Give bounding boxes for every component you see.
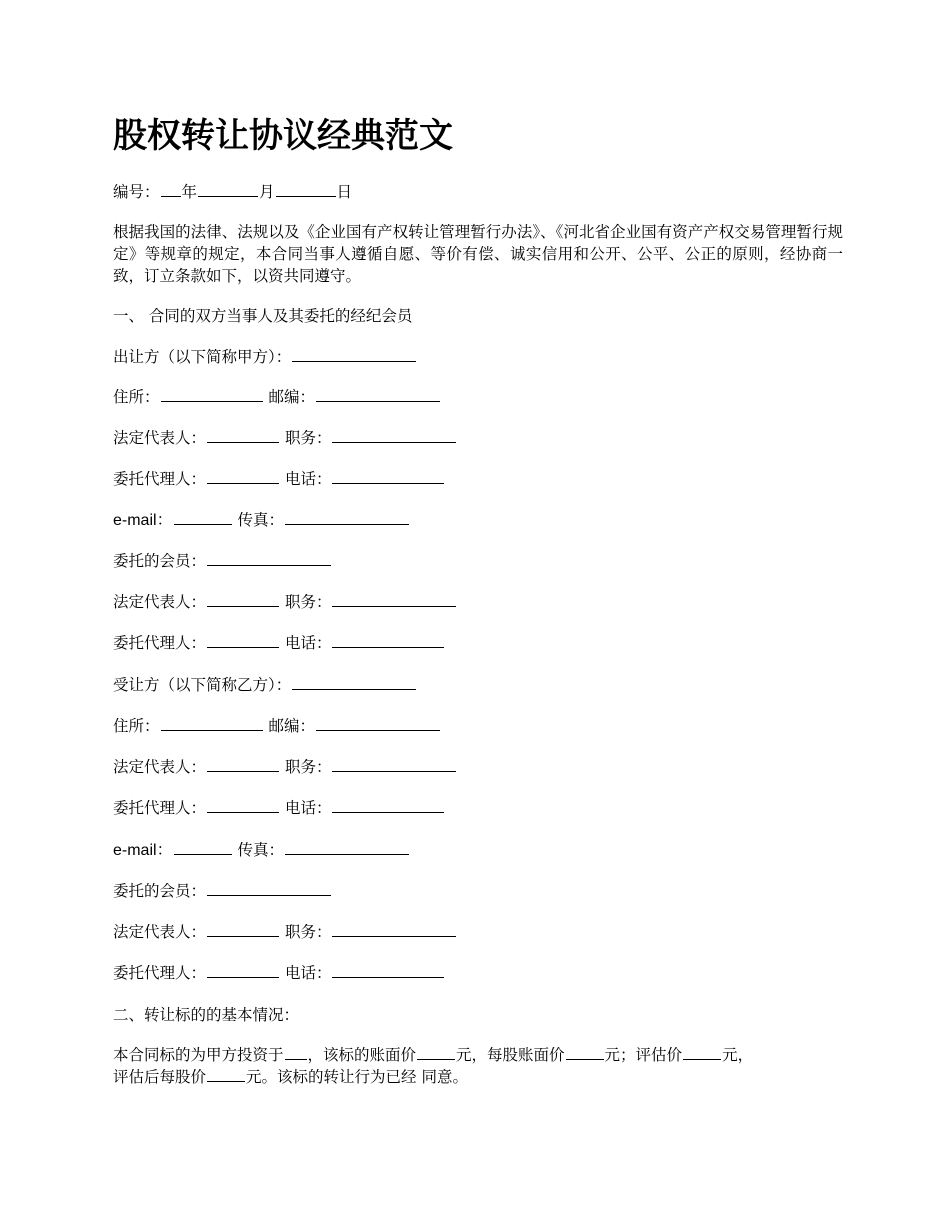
position-blank — [332, 756, 456, 772]
fax-blank — [285, 839, 409, 855]
section2-text: 元。该标的转让行为已经 同意。 — [246, 1068, 468, 1086]
email-blank — [174, 839, 232, 855]
phone-blank — [332, 468, 444, 484]
agent-line-3 — [113, 797, 445, 819]
number-line — [113, 181, 352, 203]
section2-heading: 二、转让标的的基本情况： — [113, 1006, 300, 1024]
transferee-line — [113, 674, 417, 696]
position-label: 职务： — [284, 758, 332, 776]
share-appraisal-blank — [207, 1066, 245, 1082]
email-label: e-mail： — [113, 842, 173, 859]
section1-heading: 一、 合同的双方当事人及其委托的经纪会员 — [113, 307, 413, 325]
section2-text: ，该标的账面价 — [307, 1046, 417, 1064]
postcode-label: 邮编： — [268, 717, 315, 735]
appraisal-blank — [683, 1044, 721, 1060]
postcode-blank — [316, 386, 440, 402]
member-blank — [207, 550, 331, 566]
address-blank — [161, 715, 263, 731]
agent-blank — [207, 632, 279, 648]
position-label: 职务： — [284, 923, 332, 941]
phone-blank — [332, 797, 444, 813]
phone-label: 电话： — [284, 799, 332, 817]
section2-text: 评估后每股价 — [113, 1068, 207, 1086]
legal-rep-blank — [207, 921, 279, 937]
transferor-label: 出让方（以下简称甲方）： — [113, 348, 292, 366]
agent-blank — [207, 962, 279, 978]
position-blank — [332, 921, 456, 937]
agent-label: 委托代理人： — [113, 634, 207, 652]
postcode-blank — [316, 715, 440, 731]
email-line-2 — [113, 839, 410, 862]
legal-rep-blank — [207, 756, 279, 772]
legal-rep-line-1 — [113, 427, 457, 449]
address-label: 住所： — [113, 717, 160, 735]
postcode-label: 邮编： — [268, 388, 315, 406]
email-line-1 — [113, 509, 410, 532]
year-label: 年 — [181, 183, 198, 201]
day-label: 日 — [336, 183, 353, 201]
legal-rep-label: 法定代表人： — [113, 758, 207, 776]
fax-label: 传真： — [237, 841, 285, 859]
agent-line-4 — [113, 962, 445, 984]
agent-label: 委托代理人： — [113, 470, 207, 488]
member-label: 委托的会员： — [113, 882, 207, 900]
legal-rep-label: 法定代表人： — [113, 923, 207, 941]
month-blank — [198, 181, 258, 197]
number-blank — [161, 181, 181, 197]
legal-rep-label: 法定代表人： — [113, 593, 207, 611]
member-line-1 — [113, 550, 332, 572]
transferee-label: 受让方（以下简称乙方）： — [113, 676, 292, 694]
address-blank — [161, 386, 263, 402]
fax-label: 传真： — [237, 511, 285, 529]
phone-label: 电话： — [284, 634, 332, 652]
legal-rep-line-4 — [113, 921, 457, 943]
position-blank — [332, 427, 456, 443]
agent-line-1 — [113, 468, 445, 490]
transferor-blank — [292, 346, 416, 362]
legal-rep-line-2 — [113, 591, 457, 613]
phone-label: 电话： — [284, 964, 332, 982]
position-blank — [332, 591, 456, 607]
email-blank — [174, 509, 232, 525]
fax-blank — [285, 509, 409, 525]
agent-blank — [207, 797, 279, 813]
section2-text: 本合同标的为甲方投资于 — [113, 1046, 284, 1064]
phone-blank — [332, 632, 444, 648]
agent-blank — [207, 468, 279, 484]
agent-line-2 — [113, 632, 445, 654]
transferor-line — [113, 346, 417, 368]
month-label: 月 — [259, 183, 275, 201]
share-book-value-blank — [566, 1044, 604, 1060]
section2-text: 元，每股账面价 — [456, 1046, 565, 1064]
member-line-2 — [113, 880, 332, 902]
intro-paragraph: 根据我国的法律、法规以及《企业国有产权转让管理暂行办法》、《河北省企业国有资产产权交易管理暂行规定》等规章的规定，本合同当事人遵循自愿、等价有偿、诚实信用和公开、公平、公正的原则，经协商一致，订立条款如下，以资共同遵守。 — [113, 223, 843, 285]
legal-rep-line-3 — [113, 756, 457, 778]
number-label: 编号： — [113, 183, 160, 201]
agent-label: 委托代理人： — [113, 799, 207, 817]
member-label: 委托的会员： — [113, 552, 207, 570]
email-label: e-mail： — [113, 512, 173, 529]
day-blank — [276, 181, 336, 197]
legal-rep-blank — [207, 591, 279, 607]
transferee-blank — [292, 674, 416, 690]
section2-line-2 — [113, 1066, 468, 1088]
position-label: 职务： — [284, 429, 332, 447]
legal-rep-blank — [207, 427, 279, 443]
phone-label: 电话： — [284, 470, 332, 488]
position-label: 职务： — [284, 593, 332, 611]
document-title: 股权转让协议经典范文 — [113, 116, 453, 156]
address-line-1 — [113, 386, 441, 408]
section2-line-1 — [113, 1044, 753, 1066]
legal-rep-label: 法定代表人： — [113, 429, 207, 447]
address-line-2 — [113, 715, 441, 737]
member-blank — [207, 880, 331, 896]
investee-blank — [285, 1044, 307, 1060]
section2-text: 元， — [722, 1046, 754, 1064]
phone-blank — [332, 962, 444, 978]
section2-text: 元；评估价 — [604, 1046, 683, 1064]
agent-label: 委托代理人： — [113, 964, 207, 982]
address-label: 住所： — [113, 388, 160, 406]
book-value-blank — [417, 1044, 455, 1060]
